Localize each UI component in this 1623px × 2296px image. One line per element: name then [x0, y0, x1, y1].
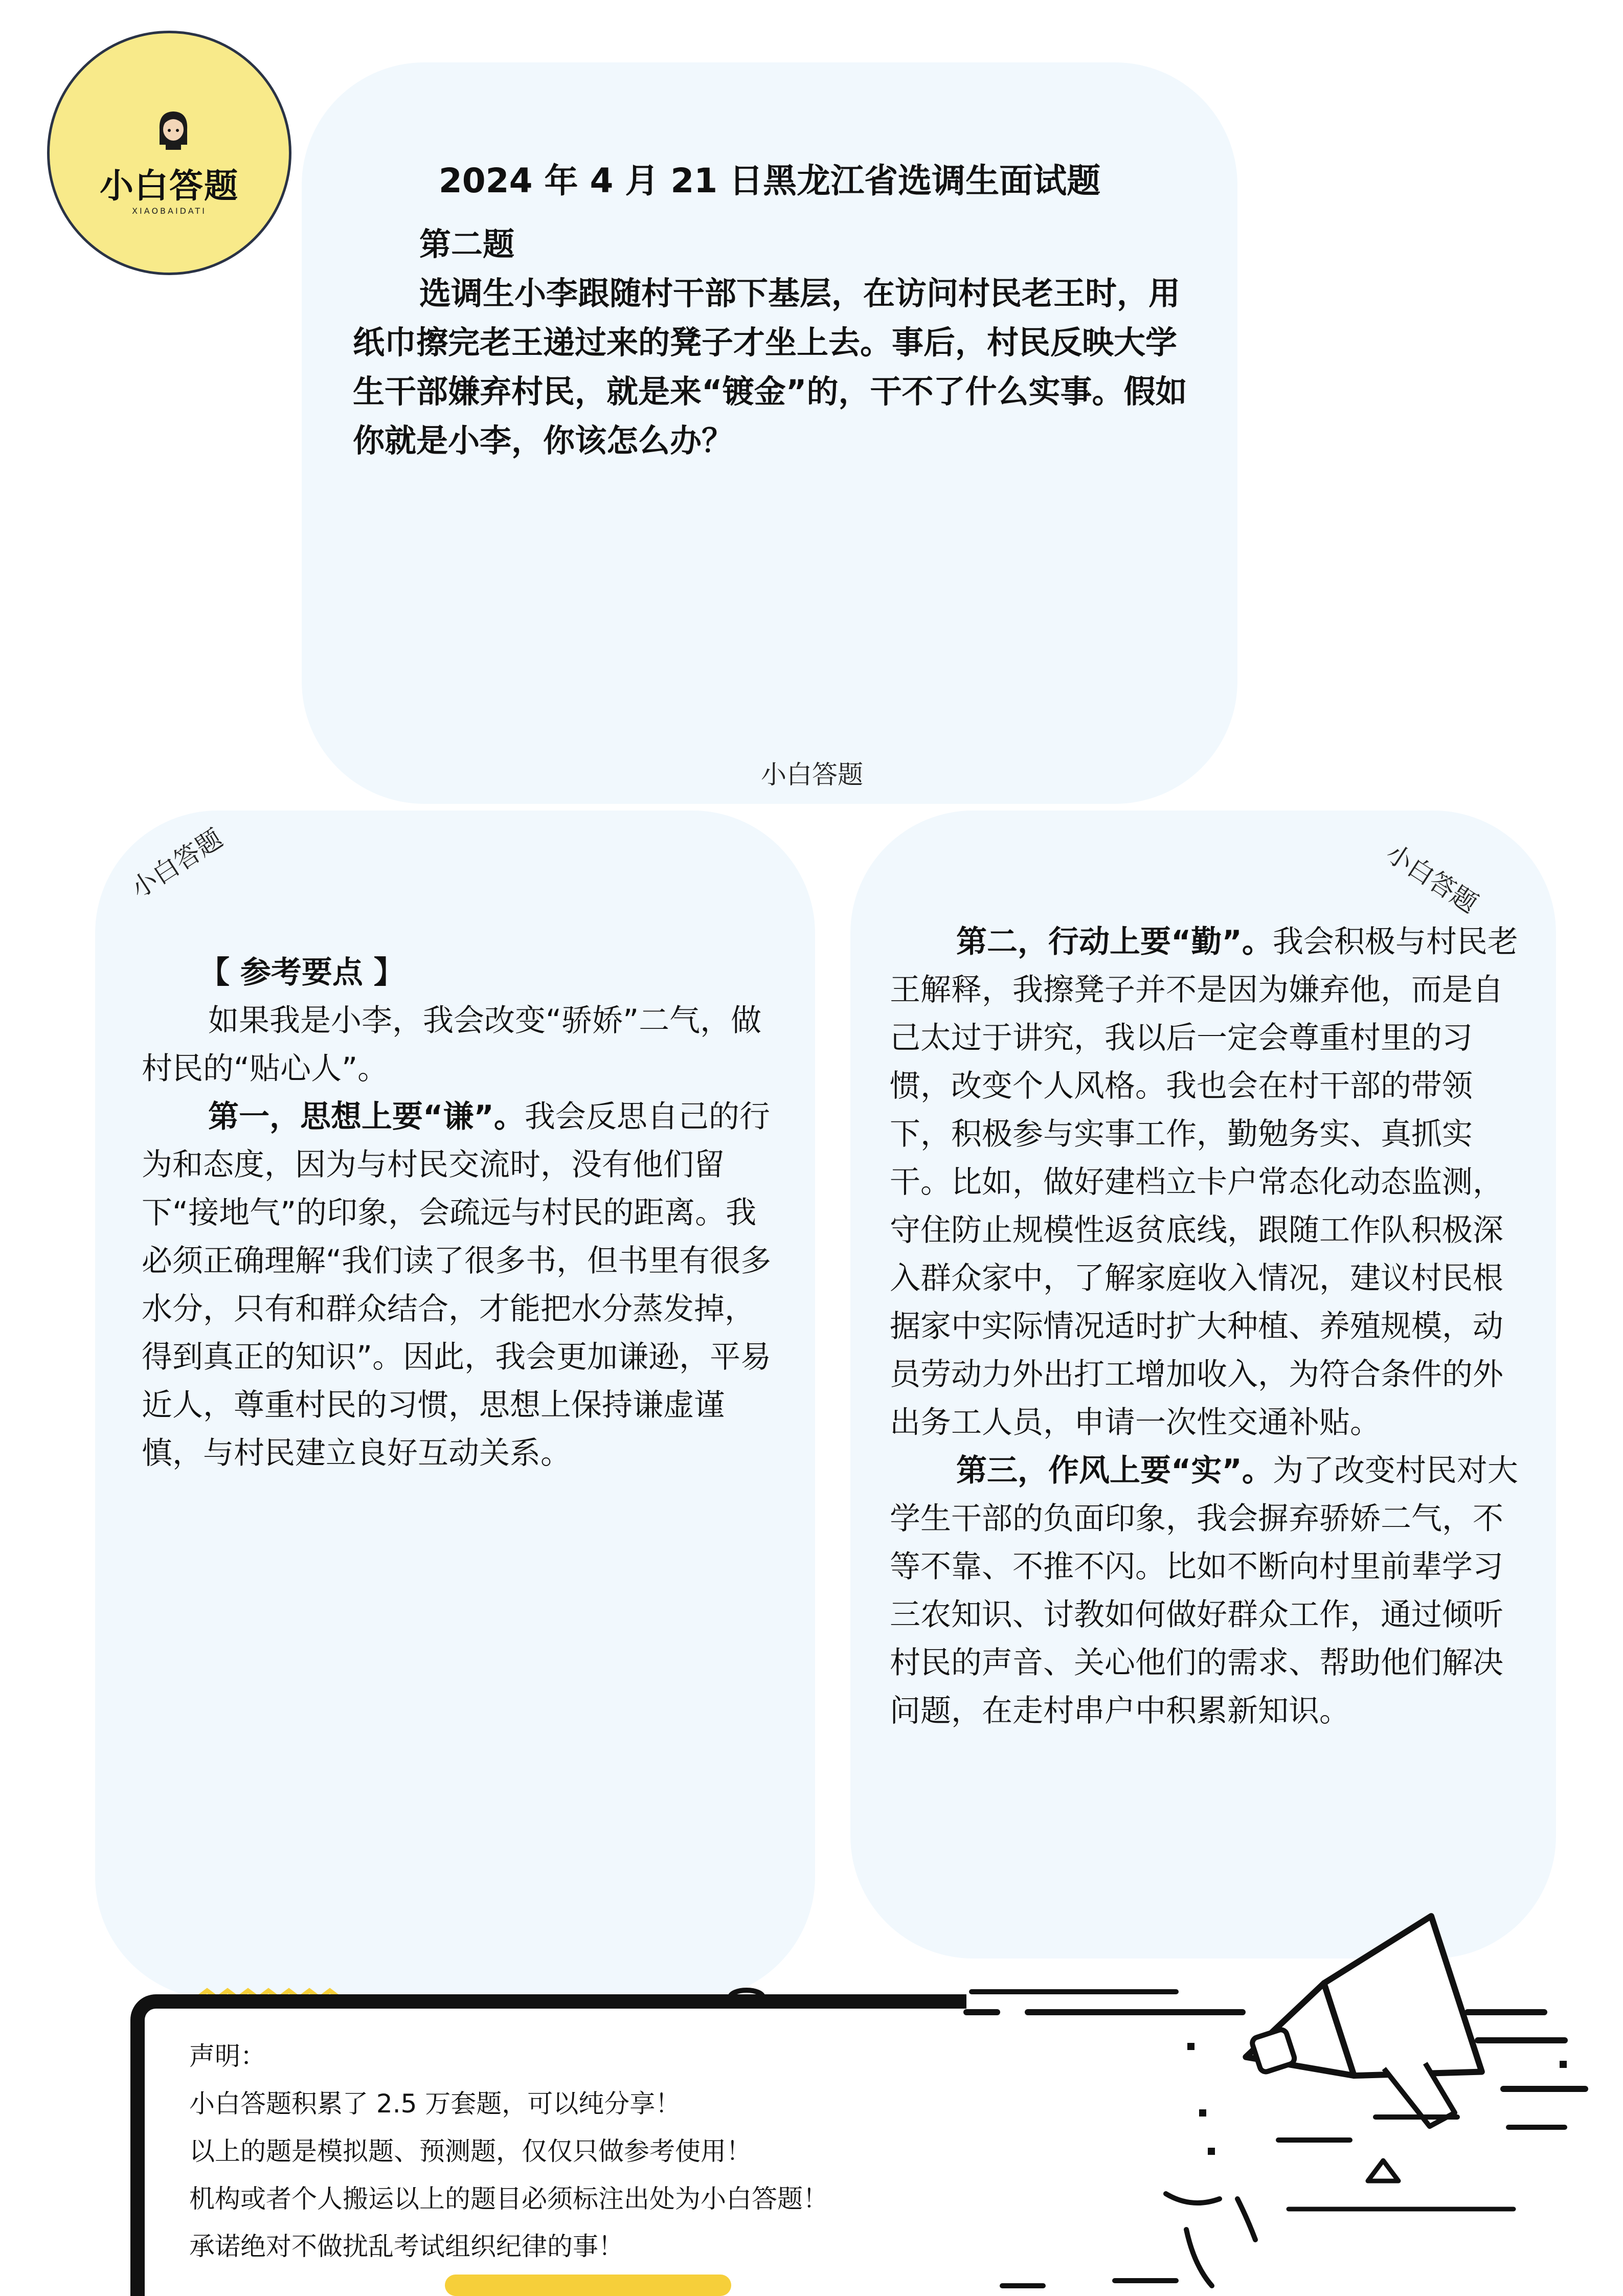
question-text: 选调生小李跟随村干部下基层，在访问村民老王时，用纸巾擦完老王递过来的凳子才坐上去。事后，村民反映大学生干部嫌弃村民，就是来“镀金”的，干不了什么实事。假如你就是小李，你该怎么办？ [353, 275, 1187, 459]
megaphone-icon [1222, 1916, 1493, 2174]
point-2-title: 第二，行动上要“勤”。 [956, 924, 1273, 960]
declaration-line: 小白答题积累了 2.5 万套题，可以纯分享！ [189, 2089, 681, 2119]
point-1-title: 第一，思想上要“谦”。 [208, 1099, 525, 1135]
dot-decoration [1199, 2109, 1206, 2117]
watermark-top: 小白答题 [761, 760, 863, 790]
answer-intro: 如果我是小李，我会改变“骄娇”二气，做村民的“贴心人”。 [142, 1003, 762, 1087]
dot-decoration [1187, 2043, 1194, 2050]
yellow-accent-bar [445, 2275, 731, 2296]
point-3-title: 第三，作风上要“实”。 [956, 1453, 1273, 1489]
watermark-left: 小白答题 [125, 823, 228, 904]
watermark-right: 小白答题 [1381, 838, 1483, 919]
question-label: 第二题 [419, 226, 515, 263]
swoosh-decoration [1237, 2199, 1255, 2240]
declaration-line: 以上的题是模拟题、预测题，仅仅只做参考使用！ [189, 2136, 752, 2166]
page-title: 2024 年 4 月 21 日黑龙江省选调生面试题 [438, 161, 1101, 200]
swoosh-decoration [1186, 2230, 1212, 2286]
reference-heading: 【 参考要点 】 [199, 955, 404, 991]
dot-decoration [1208, 2148, 1215, 2155]
declaration-line: 承诺绝对不做扰乱考试组织纪律的事！ [189, 2232, 624, 2261]
triangle-decoration [1368, 2160, 1399, 2181]
dot-decoration [1560, 2061, 1567, 2068]
declaration-heading: 声明： [189, 2041, 266, 2071]
point-1-text: 我会反思自己的行为和态度，因为与村民交流时，没有他们留下“接地气”的印象，会疏远与村民的距离。我必须正确理解“我们读了很多书，但书里有很多水分，只有和群众结合，才能把水分蒸发掉，得到真正的知识”。因此，我会更加谦逊，平易近人，尊重村民的习惯，思想上保持谦虚谨慎，与村民建立良好互动关系。 [142, 1099, 772, 1471]
declaration [189, 2033, 828, 2270]
point-3-text: 为了改变村民对大学生干部的负面印象，我会摒弃骄娇二气，不等不靠、不推不闪。比如不断向村里前辈学习三农知识、讨教如何做好群众工作，通过倾听村民的声音、关心他们的需求、帮助他们解决问题，在走村串户中积累新知识。 [890, 1453, 1518, 1729]
point-2-text: 我会积极与村民老王解释，我擦凳子并不是因为嫌弃他，而是自己太过于讲究，我以后一定会尊重村里的习惯，改变个人风格。我也会在村干部的带领下，积极参与实事工作，勤勉务实、真抓实干。比如，做好建档立卡户常态化动态监测，守住防止规模性返贫底线，跟随工作队积极深入群众家中，了解家庭收入情况，建议村民根据家中实际情况适时扩大种植、养殖规模，动员劳动力外出打工增加收入，为符合条件的外出务工人员，申请一次性交通补贴。 [890, 924, 1518, 1440]
declaration-line: 机构或者个人搬运以上的题目必须标注出处为小白答题！ [189, 2184, 828, 2214]
logo-name: 小白答题 [100, 166, 239, 206]
logo-sub: XIAOBAIDATI [132, 206, 207, 216]
swoosh-decoration [1166, 2194, 1220, 2203]
